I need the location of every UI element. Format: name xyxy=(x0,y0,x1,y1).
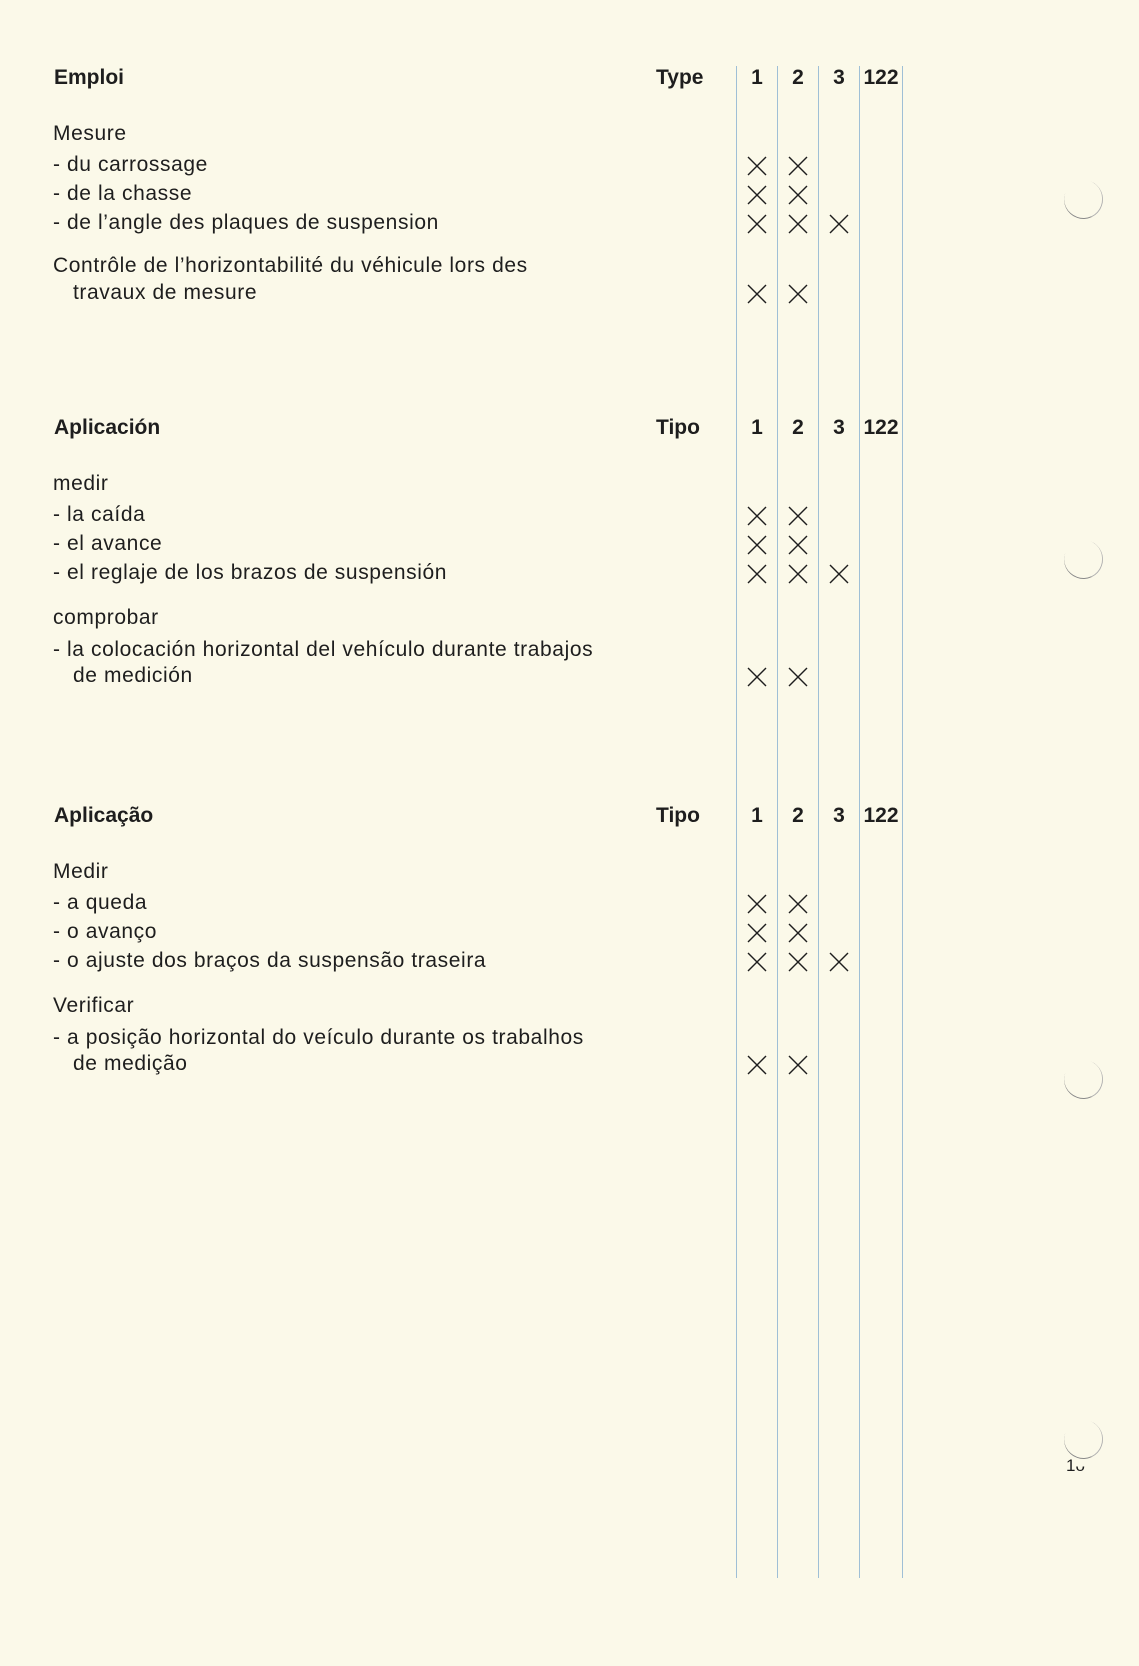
type-label: Type xyxy=(656,66,704,89)
column-rule xyxy=(859,66,860,1578)
check-x-mark xyxy=(746,283,768,305)
check-x-mark xyxy=(746,534,768,556)
column-header: 3 xyxy=(833,66,845,89)
binder-hole xyxy=(1059,175,1109,225)
check-x-mark xyxy=(746,951,768,973)
text-line: - el avance xyxy=(53,532,163,555)
type-label: Tipo xyxy=(656,416,700,439)
check-x-mark xyxy=(746,1054,768,1076)
text-line: - a posição horizontal do veículo durante os trabalhos xyxy=(53,1026,584,1049)
text-line: - o avanço xyxy=(53,920,158,943)
column-header: 122 xyxy=(863,66,899,89)
text-line: - de la chasse xyxy=(53,182,193,205)
check-x-mark xyxy=(746,184,768,206)
column-header: 1 xyxy=(751,416,763,439)
check-x-mark xyxy=(787,666,809,688)
text-line: - a queda xyxy=(53,891,148,914)
check-x-mark xyxy=(746,893,768,915)
check-x-mark xyxy=(746,563,768,585)
text-line: - la caída xyxy=(53,503,146,526)
text-line: de medição xyxy=(73,1052,188,1075)
text-line: comprobar xyxy=(53,606,159,629)
check-x-mark xyxy=(828,563,850,585)
check-x-mark xyxy=(746,922,768,944)
text-line: Medir xyxy=(53,860,109,883)
text-line: - el reglaje de los brazos de suspensión xyxy=(53,561,448,584)
check-x-mark xyxy=(828,951,850,973)
check-x-mark xyxy=(787,213,809,235)
section-title: Emploi xyxy=(54,66,125,89)
section-title: Aplicación xyxy=(54,416,161,439)
column-header: 1 xyxy=(751,804,763,827)
check-x-mark xyxy=(787,893,809,915)
column-header: 122 xyxy=(863,804,899,827)
binder-hole xyxy=(1059,1055,1109,1105)
check-x-mark xyxy=(787,951,809,973)
text-line: de medición xyxy=(73,664,193,687)
text-line: Contrôle de l’horizontabilité du véhicule lors des xyxy=(53,254,528,277)
check-x-mark xyxy=(787,563,809,585)
column-header: 2 xyxy=(792,804,804,827)
text-line: - de l’angle des plaques de suspension xyxy=(53,211,439,234)
check-x-mark xyxy=(828,213,850,235)
binder-hole xyxy=(1059,535,1109,585)
check-x-mark xyxy=(746,666,768,688)
check-x-mark xyxy=(787,534,809,556)
text-line: travaux de mesure xyxy=(73,281,258,304)
check-x-mark xyxy=(787,283,809,305)
text-line: Verificar xyxy=(53,994,135,1017)
text-line: Mesure xyxy=(53,122,127,145)
text-line: - du carrossage xyxy=(53,153,208,176)
column-header: 3 xyxy=(833,804,845,827)
text-line: - la colocación horizontal del vehículo durante trabajos xyxy=(53,638,594,661)
check-x-mark xyxy=(746,505,768,527)
check-x-mark xyxy=(746,213,768,235)
check-x-mark xyxy=(787,184,809,206)
column-header: 122 xyxy=(863,416,899,439)
page-number: 1ᴗ xyxy=(1066,1456,1085,1475)
column-header: 3 xyxy=(833,416,845,439)
column-rule xyxy=(902,66,903,1578)
check-x-mark xyxy=(787,505,809,527)
type-label: Tipo xyxy=(656,804,700,827)
text-line: medir xyxy=(53,472,109,495)
check-x-mark xyxy=(787,155,809,177)
text-line: - o ajuste dos braços da suspensão traseira xyxy=(53,949,487,972)
check-x-mark xyxy=(787,922,809,944)
check-x-mark xyxy=(746,155,768,177)
column-header: 2 xyxy=(792,66,804,89)
column-header: 1 xyxy=(751,66,763,89)
column-header: 2 xyxy=(792,416,804,439)
check-x-mark xyxy=(787,1054,809,1076)
section-title: Aplicação xyxy=(54,804,154,827)
